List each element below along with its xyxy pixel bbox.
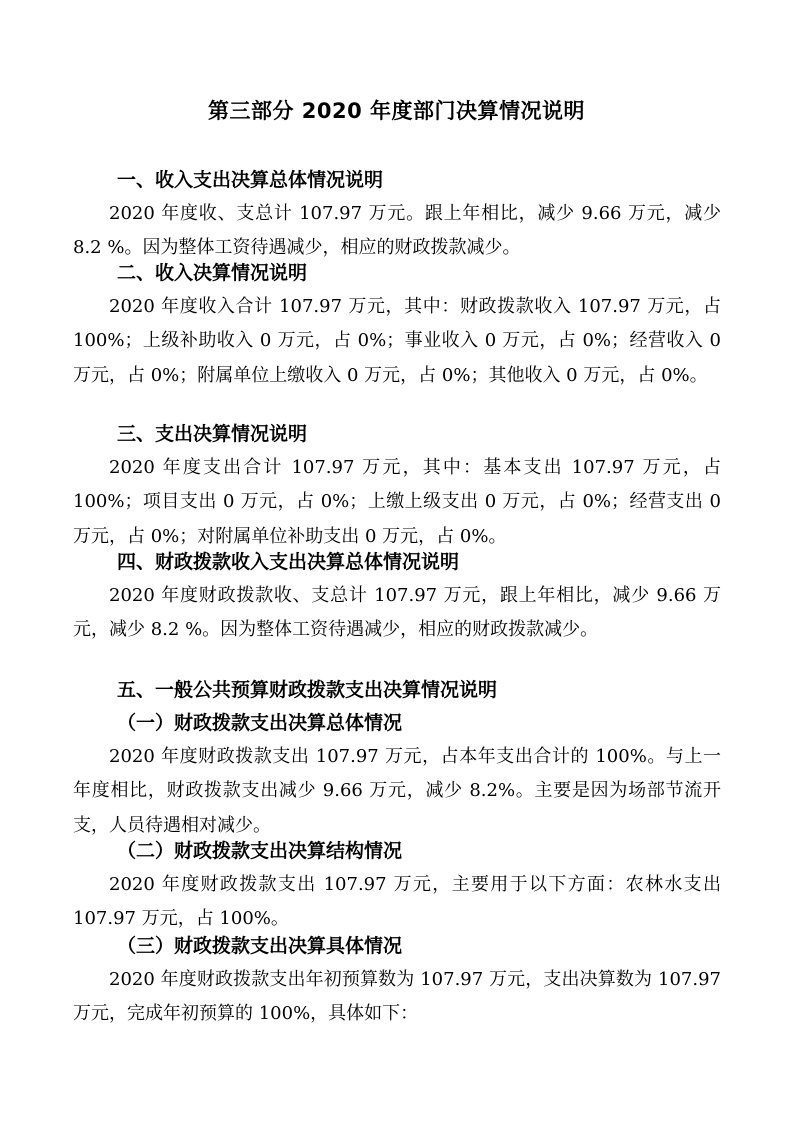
section-1-body: 2020 年度收、支总计 107.97 万元。跟上年相比，减少 9.66 万元，减少 8.2 %。因为整体工资待遇减少，相应的财政拨款减少。: [73, 203, 721, 259]
section-5-heading: 五、一般公共预算财政拨款支出决算情况说明: [117, 679, 498, 701]
section-3-heading: 三、支出决算情况说明: [117, 423, 308, 445]
subsection-3-body: 2020 年度财政拨款支出年初预算数为 107.97 万元，支出决算数为 107.97 万元，完成年初预算的 100%，具体如下：: [73, 969, 721, 1025]
section-2-body: 2020 年度收入合计 107.97 万元，其中：财政拨款收入 107.97 万元，占 100%；上级补助收入 0 万元，占 0%；事业收入 0 万元，占 0%；经营收入 0 万元，占 0%；附属单位上缴收入 0 万元，占 0%；其他收入 0 万元，占 0%。: [73, 296, 721, 386]
subsection-2-heading: （二）财政拨款支出决算结构情况: [117, 840, 403, 862]
page-title: 第三部分 2020 年度部门决算情况说明: [207, 99, 586, 123]
section-4-body: 2020 年度财政拨款收、支总计 107.97 万元，跟上年相比，减少 9.66 万元，减少 8.2 %。因为整体工资待遇减少，相应的财政拨款减少。: [73, 585, 721, 641]
subsection-3-heading: （三）财政拨款支出决算具体情况: [117, 935, 403, 957]
subsection-1-body: 2020 年度财政拨款支出 107.97 万元，占本年支出合计的 100%。与上一年度相比，财政拨款支出减少 9.66 万元，减少 8.2%。主要是因为场部节流开支，人员待遇相对减少。: [73, 746, 721, 836]
section-2-heading: 二、收入决算情况说明: [117, 262, 308, 284]
section-1-heading: 一、收入支出决算总体情况说明: [117, 169, 384, 191]
section-4-heading: 四、财政拨款收入支出决算总体情况说明: [117, 551, 460, 573]
section-3-body: 2020 年度支出合计 107.97 万元，其中：基本支出 107.97 万元，占 100%；项目支出 0 万元，占 0%；上缴上级支出 0 万元，占 0%；经营支出 0 万元，占 0%；对附属单位补助支出 0 万元，占 0%。: [73, 457, 721, 547]
subsection-1-heading: （一）财政拨款支出决算总体情况: [117, 712, 403, 734]
subsection-2-body: 2020 年度财政拨款支出 107.97 万元，主要用于以下方面：农林水支出 107.97 万元，占 100%。: [73, 874, 721, 930]
